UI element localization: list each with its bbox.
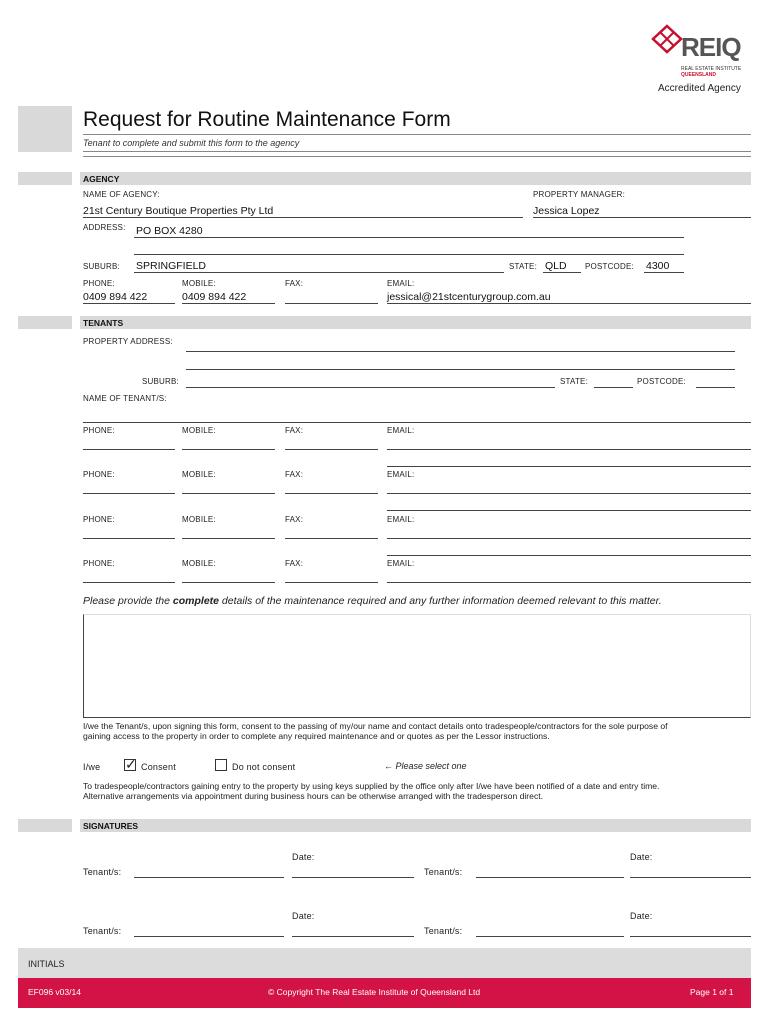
tenant-email-label: EMAIL:: [387, 426, 415, 435]
tenant-phone-field[interactable]: [83, 582, 175, 583]
agency-state-label: STATE:: [509, 262, 538, 271]
tenant-phone-field[interactable]: [83, 449, 175, 450]
tenant-email-label: EMAIL:: [387, 515, 415, 524]
tenant-fax-label: FAX:: [285, 470, 304, 479]
agency-suburb-label: SUBURB:: [83, 262, 120, 271]
prompt-pre: Please provide the: [83, 595, 173, 607]
arrow-left-icon: ←: [384, 761, 393, 771]
tenant-names-field[interactable]: [83, 422, 751, 423]
tenants-bar: [18, 316, 751, 329]
property-manager-value[interactable]: Jessica Lopez: [533, 205, 600, 217]
accredited-agency: Accredited Agency: [658, 83, 741, 94]
tenant-phone-field[interactable]: [83, 493, 175, 494]
property-address-field[interactable]: [186, 351, 735, 352]
agency-state-value[interactable]: QLD: [545, 260, 567, 272]
date-field[interactable]: [292, 936, 414, 937]
tenant-postcode-field[interactable]: [696, 387, 735, 388]
agency-phone-value[interactable]: 0409 894 422: [83, 291, 148, 303]
page-subtitle: Tenant to complete and submit this form to the agency: [83, 138, 300, 148]
tenant-email-field[interactable]: [387, 493, 751, 494]
prompt-bold: complete: [172, 595, 220, 607]
agency-name-value[interactable]: 21st Century Boutique Properties Pty Ltd: [83, 205, 274, 217]
property-manager-label: PROPERTY MANAGER:: [533, 190, 626, 199]
tenant-names-label: NAME OF TENANT/S:: [83, 394, 167, 403]
tenant-phone-field[interactable]: [83, 538, 175, 539]
agency-mobile-label: MOBILE:: [182, 279, 216, 288]
tenant-email-label: EMAIL:: [387, 559, 415, 568]
tenant-signature-field[interactable]: [476, 877, 624, 878]
address-value[interactable]: PO BOX 4280: [136, 225, 203, 237]
address-label: ADDRESS:: [83, 223, 126, 232]
tenant-phone-label: PHONE:: [83, 426, 115, 435]
tenant-extra-line: [387, 510, 751, 511]
date-field[interactable]: [630, 877, 751, 878]
agency-heading: AGENCY: [83, 174, 120, 184]
prompt-post: details of the maintenance required and any further information deemed relevant to this matter.: [219, 595, 662, 607]
tenant-fax-label: FAX:: [285, 559, 304, 568]
consent-text: I/we the Tenant/s, upon signing this form, consent to the passing of my/our name and contact details onto tradespeople/contractors for the sole purpose of gaining access to the property in order to complete any required maintenance and or quotes as per the Lessor instructions.: [83, 721, 668, 741]
tenant-email-label: EMAIL:: [387, 470, 415, 479]
tenant-signature-field[interactable]: [134, 877, 284, 878]
page-title: Request for Routine Maintenance Form: [83, 108, 451, 131]
agency-email-label: EMAIL:: [387, 279, 415, 288]
tenant-email-field[interactable]: [387, 449, 751, 450]
tenant-mobile-label: MOBILE:: [182, 470, 216, 479]
tenant-sign-label: Tenant/s:: [424, 867, 463, 877]
initials-label: INITIALS: [28, 959, 65, 969]
tenant-email-field[interactable]: [387, 538, 751, 539]
select-hint: [384, 761, 467, 771]
tenant-signature-field[interactable]: [476, 936, 624, 937]
agency-postcode-label: POSTCODE:: [585, 262, 634, 271]
initials-bar: [18, 948, 751, 978]
no-consent-label: Do not consent: [232, 762, 296, 772]
tenant-signature-field[interactable]: [134, 936, 284, 937]
date-label: Date:: [292, 911, 315, 921]
tenant-suburb-label: SUBURB:: [142, 377, 179, 386]
date-label: Date:: [630, 852, 653, 862]
logo-region: QUEENSLAND: [681, 72, 717, 78]
consent-checkbox[interactable]: [124, 756, 137, 772]
agency-suburb-value[interactable]: SPRINGFIELD: [136, 260, 207, 272]
tenant-email-field[interactable]: [387, 582, 751, 583]
tenant-suburb-field[interactable]: [186, 387, 555, 388]
maintenance-details-box[interactable]: [83, 614, 751, 718]
diamond-logo-icon: [651, 24, 683, 54]
tenant-sign-label: Tenant/s:: [83, 867, 122, 877]
consent-label: Consent: [141, 762, 176, 772]
date-field[interactable]: [630, 936, 751, 937]
logo-subtitle: REAL ESTATE INSTITUTE: [681, 66, 742, 72]
footer-page: Page 1 of 1: [690, 987, 734, 997]
tenant-fax-field[interactable]: [285, 582, 378, 583]
tenant-extra-line: [387, 466, 751, 467]
tenant-phone-label: PHONE:: [83, 470, 115, 479]
no-consent-checkbox[interactable]: [215, 759, 227, 771]
footer-code: EF096 v03/14: [28, 987, 81, 997]
title-side-bar: [18, 106, 72, 152]
tenant-mobile-field[interactable]: [182, 538, 275, 539]
tenant-phone-label: PHONE:: [83, 559, 115, 568]
checkmark-icon: ✓: [125, 756, 137, 772]
tenant-fax-label: FAX:: [285, 426, 304, 435]
tenant-phone-label: PHONE:: [83, 515, 115, 524]
tenants-heading: TENANTS: [83, 318, 124, 328]
logo-text: REIQ: [681, 32, 741, 62]
tenant-mobile-field[interactable]: [182, 493, 275, 494]
property-address-label: PROPERTY ADDRESS:: [83, 337, 173, 346]
date-label: Date:: [630, 911, 653, 921]
tenant-sign-label: Tenant/s:: [424, 926, 463, 936]
tenant-postcode-label: POSTCODE:: [637, 377, 686, 386]
tenant-state-label: STATE:: [560, 377, 589, 386]
tenant-fax-field[interactable]: [285, 449, 378, 450]
reiq-logo: [651, 22, 751, 80]
agency-phone-label: PHONE:: [83, 279, 115, 288]
tenant-mobile-label: MOBILE:: [182, 559, 216, 568]
tenant-mobile-field[interactable]: [182, 582, 275, 583]
entry-text: To tradespeople/contractors gaining entry to the property by using keys supplied by the office only after I/we have been notified of a date and entry time. Alternative arrangements via appointment during business hours can be otherwise arranged with the tradesperson direct.: [83, 781, 660, 801]
iwe-label: I/we: [83, 762, 101, 772]
tenant-mobile-field[interactable]: [182, 449, 275, 450]
agency-email-value[interactable]: jessical@21stcenturygroup.com.au: [387, 291, 551, 303]
tenant-mobile-label: MOBILE:: [182, 515, 216, 524]
agency-mobile-value[interactable]: 0409 894 422: [182, 291, 247, 303]
tenant-sign-label: Tenant/s:: [83, 926, 122, 936]
date-field[interactable]: [292, 877, 414, 878]
agency-postcode-value[interactable]: 4300: [646, 260, 670, 272]
footer-copyright: © Copyright The Real Estate Institute of Queensland Ltd: [268, 987, 481, 997]
tenant-mobile-label: MOBILE:: [182, 426, 216, 435]
signatures-heading: SIGNATURES: [83, 821, 139, 831]
date-label: Date:: [292, 852, 315, 862]
select-hint-text: Please select one: [395, 761, 467, 771]
maintenance-prompt: [83, 595, 662, 607]
agency-bar: [18, 172, 751, 185]
agency-fax-field[interactable]: [285, 303, 378, 304]
tenant-state-field[interactable]: [594, 387, 633, 388]
tenant-fax-field[interactable]: [285, 493, 378, 494]
agency-fax-label: FAX:: [285, 279, 304, 288]
tenant-fax-label: FAX:: [285, 515, 304, 524]
tenant-fax-field[interactable]: [285, 538, 378, 539]
agency-name-label: NAME OF AGENCY:: [83, 190, 160, 199]
tenant-extra-line: [387, 555, 751, 556]
